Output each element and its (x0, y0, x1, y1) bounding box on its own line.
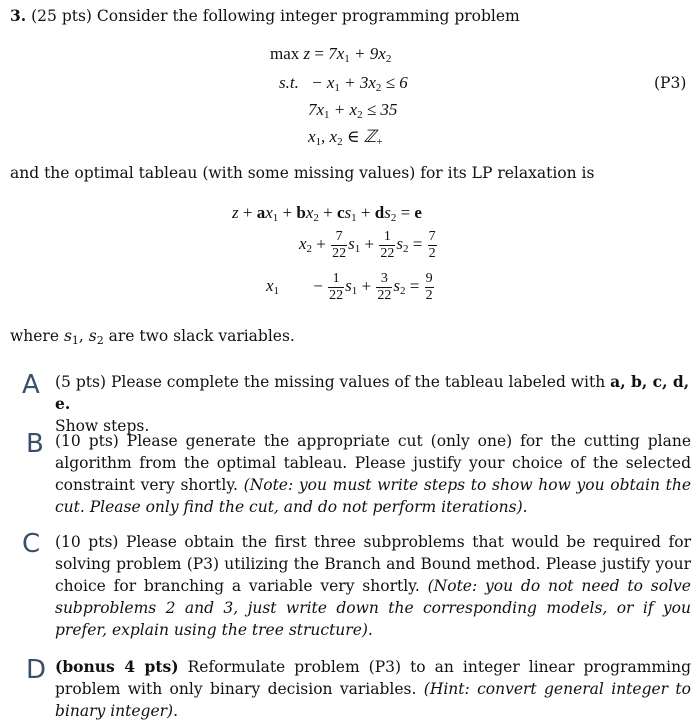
constraint-2: $7x_1 + x_2 \le 35$ (308, 100, 398, 121)
part-c (55, 531, 691, 641)
part-a-points: (5 pts) (55, 373, 106, 391)
constraint-1: s.t. − $x_1 + 3x_2 \le 6$ (279, 73, 408, 94)
part-d-note: (Hint: convert general integer to binary integer). (55, 680, 691, 720)
part-c-letter: C (22, 529, 41, 559)
problem-intro: Consider the following integer programming problem (96, 7, 520, 25)
problem-label: (P3) (654, 74, 687, 92)
part-a (55, 371, 691, 437)
constraint-3: $x_1$, $x_2$ ∈ ℤ$_+$ (308, 127, 383, 148)
part-d-letter: D (26, 655, 47, 685)
row1-rhs-fraction: $\frac{7}{2}$ (428, 229, 436, 261)
problem-points: (25 pts) (31, 7, 92, 25)
objective-line: $\max z = 7x_1 + 9x_2$ (270, 44, 392, 65)
slack-note: where $s_1$, $s_2$ are two slack variables. (10, 327, 295, 347)
part-a-vars: a, b, c, d, e. (55, 372, 690, 413)
tableau-row-2: $x_1$ − $\frac{1}{22}$ $s_1$ + $\frac{3}{22}$ $s_2$ = $\frac{9}{2}$ (266, 271, 433, 303)
st-label: s.t. (279, 73, 299, 92)
tableau-intro: and the optimal tableau (with some missing values) for its LP relaxation is (10, 164, 595, 182)
row1-s1-fraction: $\frac{7}{22}$ (332, 229, 347, 261)
tableau-row-0: $z + ax_1 + bx_2 + cs_1 + ds_2 = e$ (232, 203, 422, 224)
part-b-points: (10 pts) (55, 432, 119, 450)
row2-s2-fraction: $\frac{3}{22}$ (377, 271, 392, 303)
row2-s1-fraction: $\frac{1}{22}$ (329, 271, 344, 303)
tableau-row-1: $x_2$ + $\frac{7}{22}$ $s_1$ + $\frac{1}{22}$ $s_2$ = $\frac{7}{2}$ (299, 229, 436, 261)
part-d-text: Reformulate problem (P3) to an integer linear programming problem with only binary decision variables. (55, 658, 691, 698)
part-c-note: (Note: you do not need to solve subproblems 2 and 3, just write down the corresponding models, or if you prefer, explain using the tree structure). (55, 577, 691, 639)
part-b (55, 430, 691, 518)
problem-number: 3. (10, 6, 27, 25)
row1-s2-fraction: $\frac{1}{22}$ (380, 229, 395, 261)
max-keyword: max (270, 44, 300, 63)
part-a-letter: A (22, 370, 40, 400)
row2-rhs-fraction: $\frac{9}{2}$ (425, 271, 433, 303)
problem-header (10, 6, 520, 25)
part-a-text2: Show steps. (55, 417, 150, 435)
part-a-text: Please complete the missing values of the tableau labeled with (110, 373, 606, 391)
part-d (55, 656, 691, 722)
part-d-points: (bonus 4 pts) (55, 657, 179, 676)
objective-variable: z (303, 44, 311, 63)
equals-sign: = (314, 44, 324, 63)
part-b-letter: B (26, 429, 44, 459)
part-c-text: Please obtain the first three subproblems that would be required for solving problem (P3) utilizing the Branch and Bound method. Please justify your choice for branching a variable very shortly. (55, 533, 691, 595)
part-c-points: (10 pts) (55, 533, 119, 551)
part-b-note: (Note: you must write steps to show how you obtain the cut. Please only find the cut, and do not perform iterations). (55, 476, 691, 516)
part-b-text: Please generate the appropriate cut (only one) for the cutting plane algorithm from the optimal tableau. Please justify your choice of the selected constraint very shortly. (55, 432, 691, 494)
